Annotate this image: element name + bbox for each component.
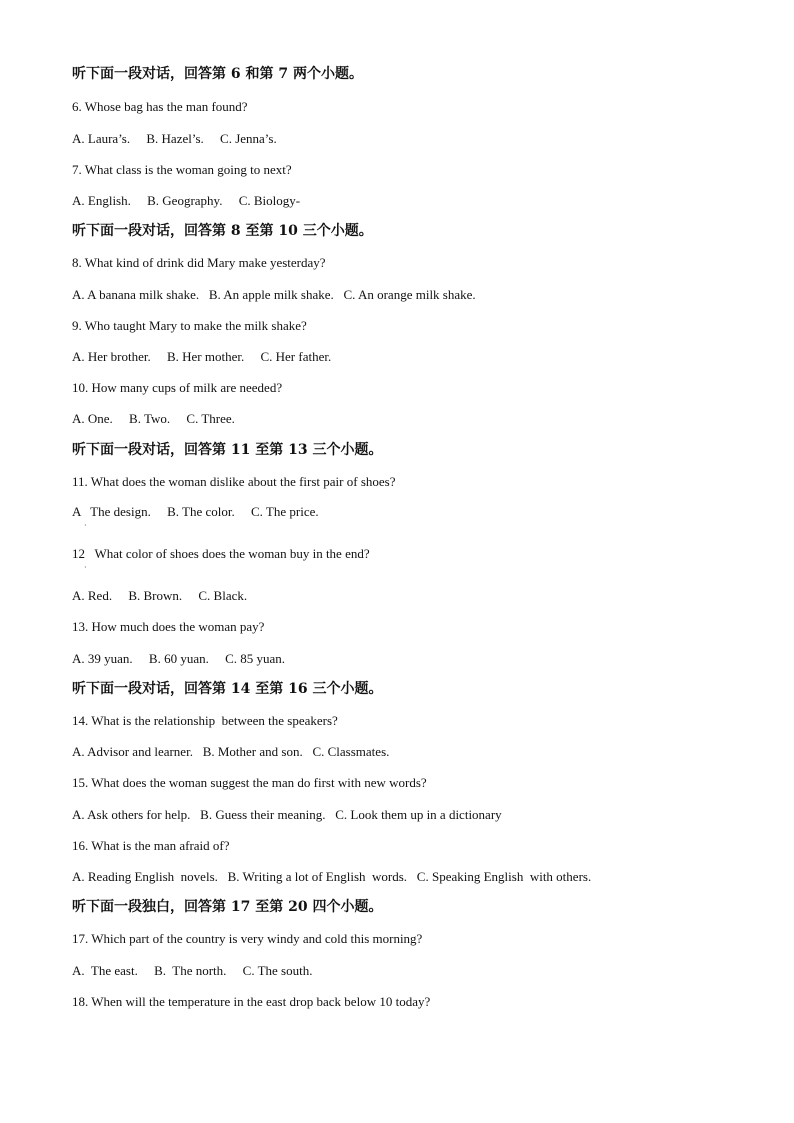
stray-mark: · bbox=[84, 563, 87, 572]
question-7-options: A. English. B. Geography. C. Biology- bbox=[72, 193, 301, 208]
question-8: 8. What kind of drink did Mary make yesterday? bbox=[72, 255, 326, 270]
question-13: 13. How much does the woman pay? bbox=[72, 619, 265, 634]
stray-mark: · bbox=[84, 521, 87, 530]
question-10-options: A. One. B. Two. C. Three. bbox=[72, 411, 235, 426]
question-6-options: A. Laura’s. B. Hazel’s. C. Jenna’s. bbox=[72, 131, 277, 146]
question-16-options: A. Reading English novels. B. Writing a lot of English words. C. Speaking English with others. bbox=[72, 869, 592, 884]
question-14: 14. What is the relationship between the speakers? bbox=[72, 713, 338, 728]
question-11-options: A The design. B. The color. C. The price. bbox=[72, 504, 319, 519]
section-heading-4: 听下面一段对话，回答第 14 至第 16 三个小题。 bbox=[72, 681, 383, 697]
question-8-options: A. A banana milk shake. B. An apple milk shake. C. An orange milk shake. bbox=[72, 287, 476, 302]
section-heading-1: 听下面一段对话，回答第 6 和第 7 两个小题。 bbox=[72, 66, 363, 82]
question-17-options: A. The east. B. The north. C. The south. bbox=[72, 963, 313, 978]
question-9: 9. Who taught Mary to make the milk shake? bbox=[72, 318, 307, 333]
question-9-options: A. Her brother. B. Her mother. C. Her father. bbox=[72, 349, 332, 364]
question-16: 16. What is the man afraid of? bbox=[72, 838, 230, 853]
section-heading-5: 听下面一段独白，回答第 17 至第 20 四个小题。 bbox=[72, 899, 383, 915]
question-18: 18. When will the temperature in the east drop back below 10 today? bbox=[72, 994, 431, 1009]
question-6: 6. Whose bag has the man found? bbox=[72, 99, 248, 114]
question-13-options: A. 39 yuan. B. 60 yuan. C. 85 yuan. bbox=[72, 651, 286, 666]
question-10: 10. How many cups of milk are needed? bbox=[72, 380, 283, 395]
question-11: 11. What does the woman dislike about the first pair of shoes? bbox=[72, 474, 396, 489]
question-17: 17. Which part of the country is very windy and cold this morning? bbox=[72, 931, 423, 946]
question-15: 15. What does the woman suggest the man do first with new words? bbox=[72, 775, 427, 790]
question-7: 7. What class is the woman going to next? bbox=[72, 162, 292, 177]
section-heading-3: 听下面一段对话，回答第 11 至第 13 三个小题。 bbox=[72, 442, 383, 458]
question-12-options: A. Red. B. Brown. C. Black. bbox=[72, 588, 248, 603]
question-14-options: A. Advisor and learner. B. Mother and son. C. Classmates. bbox=[72, 744, 390, 759]
question-15-options: A. Ask others for help. B. Guess their meaning. C. Look them up in a dictionary bbox=[72, 807, 502, 822]
question-12: 12 What color of shoes does the woman buy in the end? bbox=[72, 546, 370, 561]
section-heading-2: 听下面一段对话，回答第 8 至第 10 三个小题。 bbox=[72, 223, 373, 239]
